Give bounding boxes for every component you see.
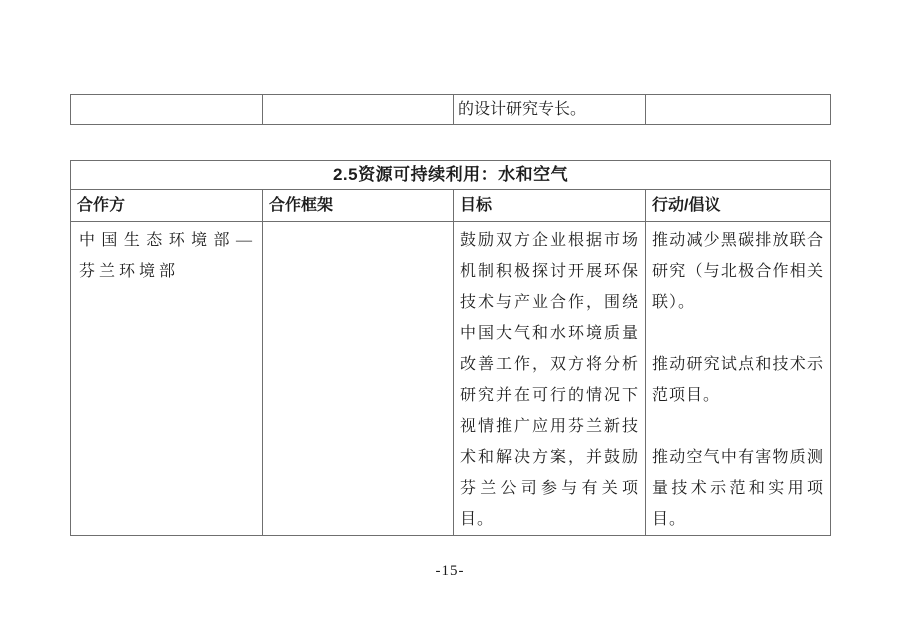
text-line: 术和解决方案，并鼓励: [460, 449, 639, 466]
fragment-cell-actions: [646, 95, 831, 125]
text-line: 改善工作，双方将分析: [460, 356, 639, 373]
paragraph: [460, 225, 639, 535]
col-header-partner: 合作方: [71, 190, 263, 222]
cell-goal: [454, 222, 646, 536]
text-line: 研究并在可行的情况下: [460, 387, 639, 404]
fragment-cell-partner: [71, 95, 263, 125]
fragment-cell-framework: [263, 95, 454, 125]
col-header-framework: 合作框架: [263, 190, 454, 222]
paragraph: [652, 225, 824, 318]
text-line: 量技术示范和实用项: [652, 480, 825, 497]
col-header-actions: 行动/倡议: [646, 190, 831, 222]
text-line: 视情推广应用芬兰新技: [460, 418, 639, 435]
fragment-row: [71, 95, 831, 125]
text-line: 鼓励双方企业根据市场: [460, 232, 639, 249]
text-line: 中国大气和水环境质量: [460, 325, 639, 342]
text-line: 联）。: [652, 294, 696, 311]
section-title: 2.5资源可持续利用：水和空气: [71, 161, 831, 190]
cell-partner: [71, 222, 263, 536]
paragraph: [652, 349, 824, 411]
text-line: 芬兰公司参与有关项: [460, 480, 639, 497]
text-line: 机制积极探讨开展环保: [460, 263, 639, 280]
text-line: 目。: [460, 511, 495, 528]
text-line: 技术与产业合作，围绕: [460, 294, 639, 311]
table-header-row: [71, 190, 831, 222]
text-line: 推动研究试点和技术示: [652, 356, 825, 373]
cell-framework: [263, 222, 454, 536]
text-line: 研究（与北极合作相关: [652, 263, 825, 280]
paragraph: [79, 225, 256, 287]
text-line: 中国生态环境部—: [79, 232, 256, 249]
col-header-goal: 目标: [454, 190, 646, 222]
text-line: 范项目。: [652, 387, 721, 404]
page-number: -15-: [435, 563, 465, 579]
cell-actions: [646, 222, 831, 536]
paragraph: [652, 442, 824, 535]
cooperation-table-2-5: [70, 160, 831, 536]
table-title-row: [71, 161, 831, 190]
text-line: 推动减少黑碳排放联合: [652, 232, 825, 249]
previous-table-fragment: [70, 94, 831, 125]
text-line: 芬兰环境部: [79, 263, 180, 280]
fragment-cell-goal: 的设计研究专长。: [454, 95, 646, 125]
text-line: 推动空气中有害物质测: [652, 449, 825, 466]
table-body-row: [71, 222, 831, 536]
text-line: 目。: [652, 511, 687, 528]
